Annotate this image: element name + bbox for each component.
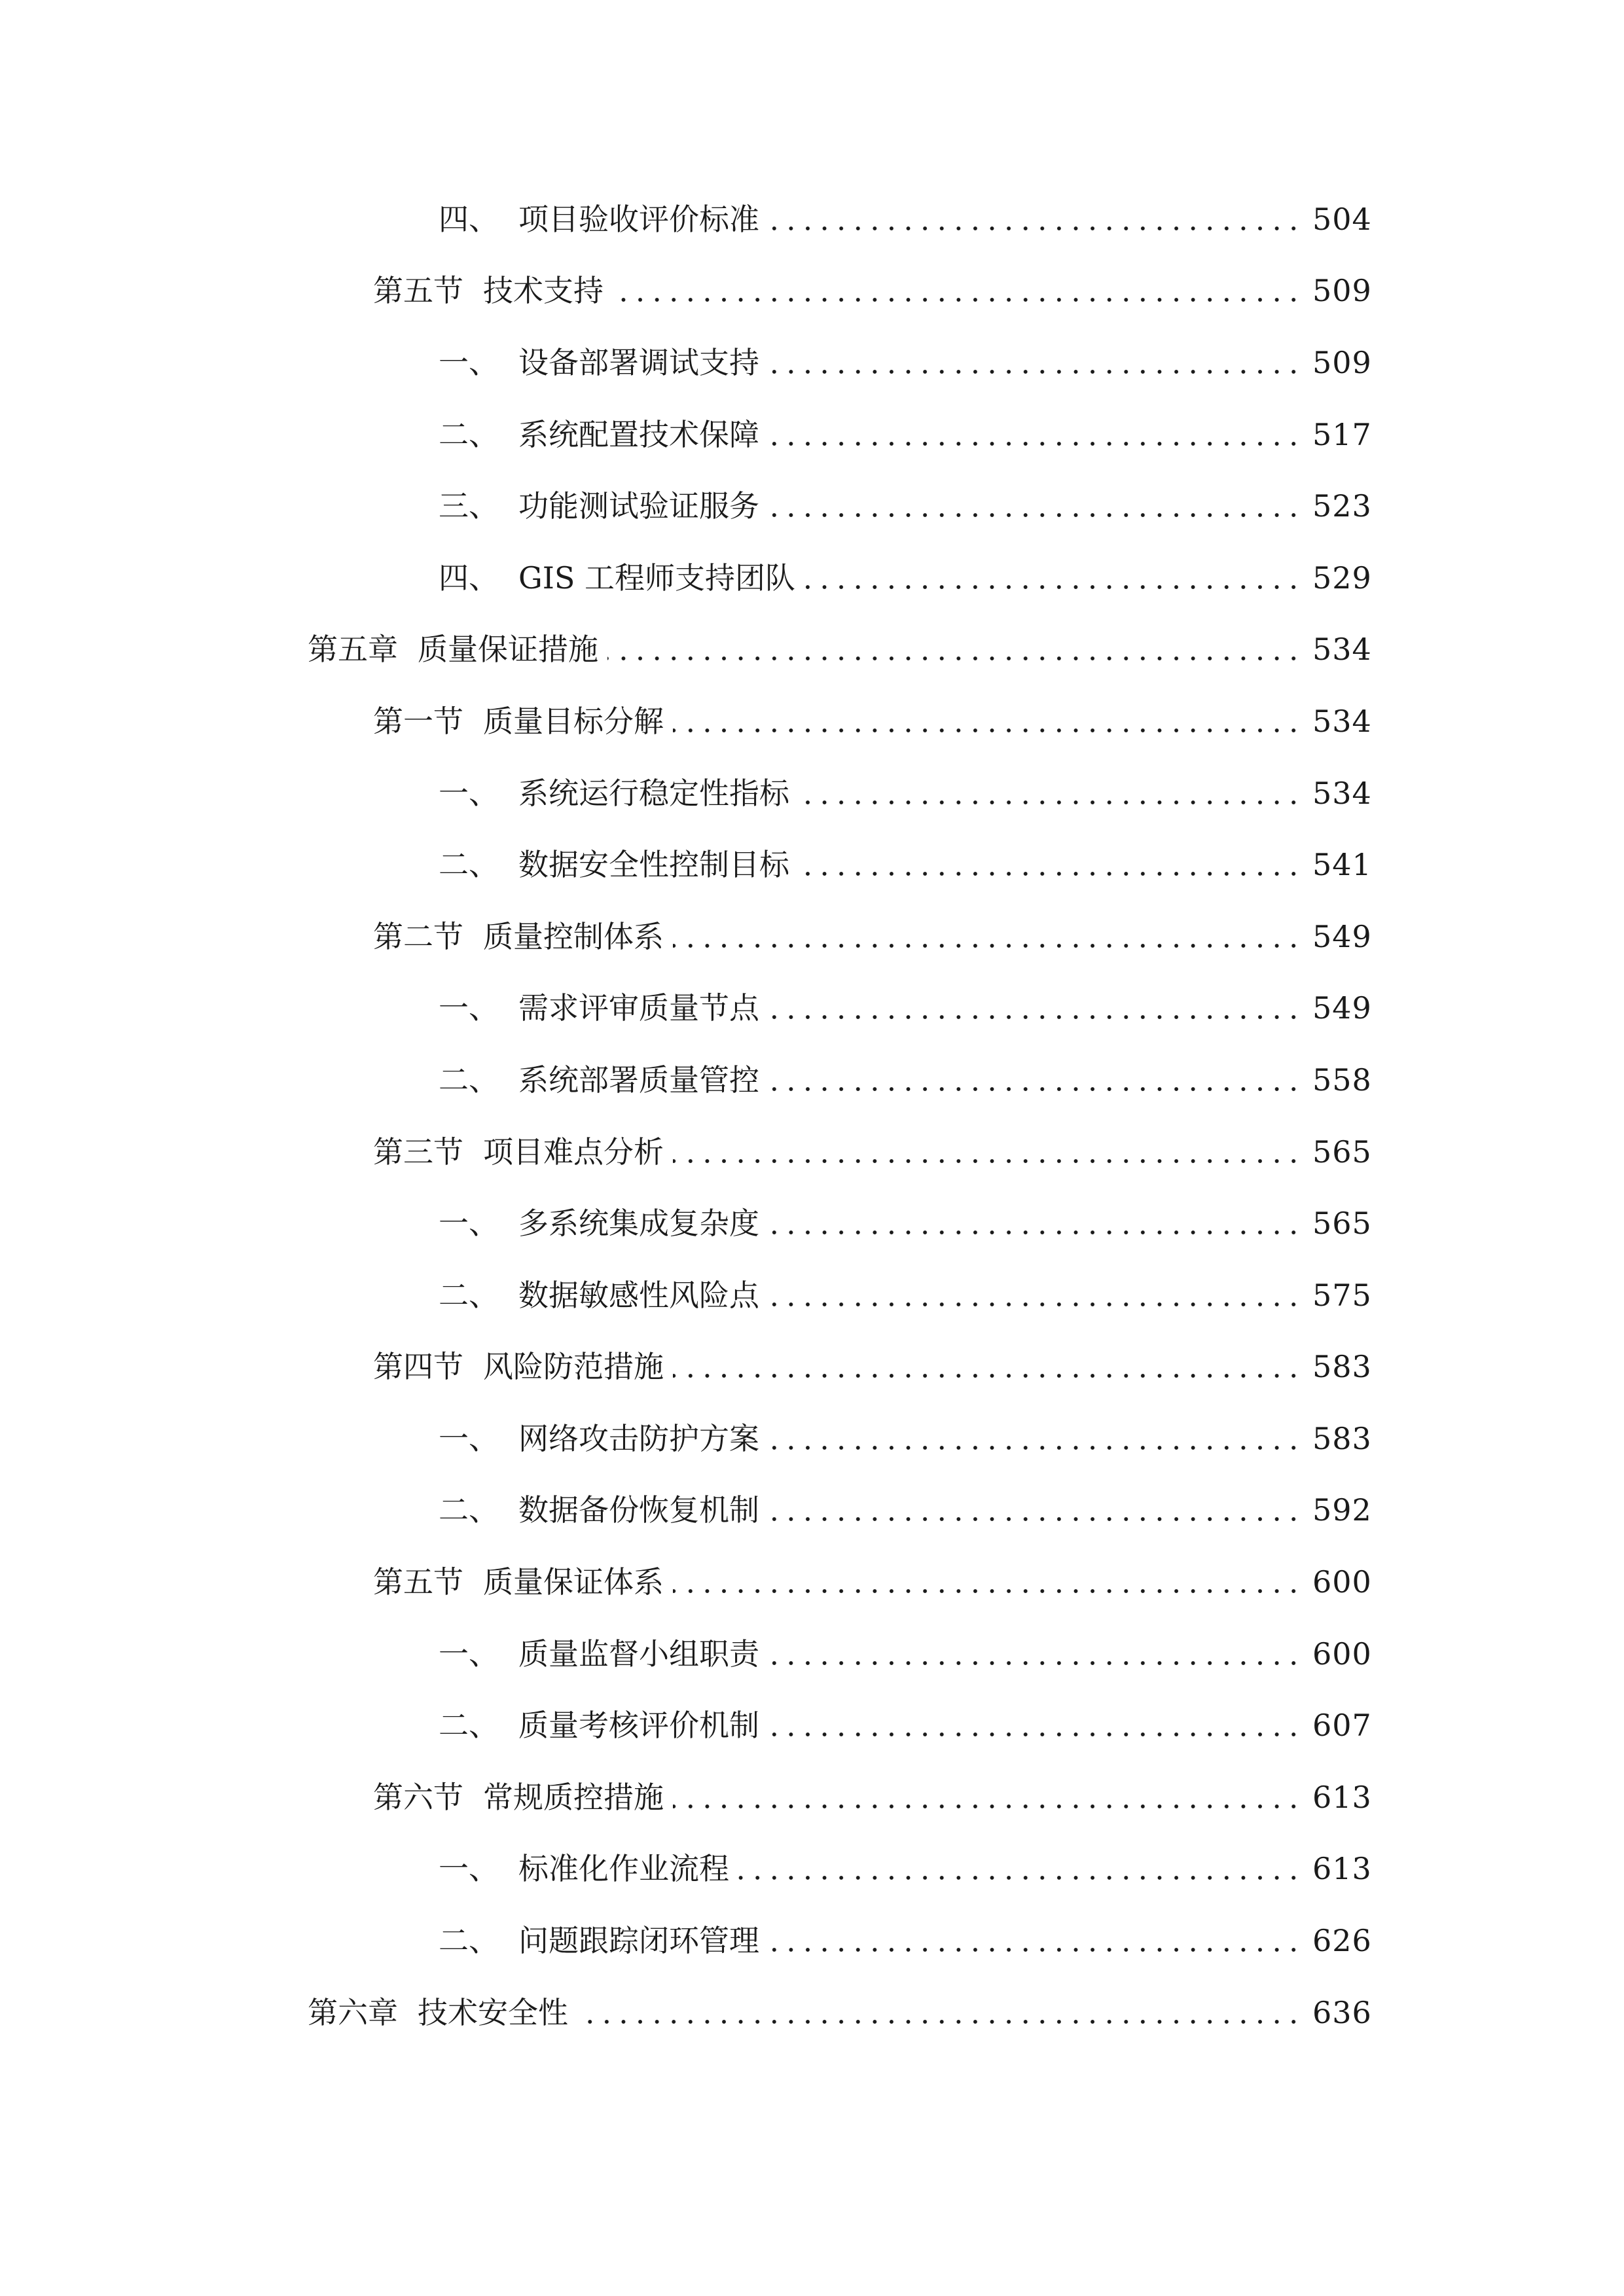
toc-entry-number: 第二节 xyxy=(373,918,463,954)
toc-dot-leader xyxy=(768,1301,1302,1308)
toc-entry-title: 技术安全性 xyxy=(418,1994,568,2030)
toc-subsection-entry[interactable] xyxy=(0,1689,1624,1761)
toc-entry-title: 网络攻击防护方案 xyxy=(518,1420,759,1456)
toc-subsection-entry[interactable] xyxy=(0,1403,1624,1475)
table-of-contents xyxy=(0,183,1624,2048)
toc-section-entry[interactable] xyxy=(0,685,1624,757)
toc-page-number: 600 xyxy=(1312,1564,1372,1600)
toc-entry-title: 设备部署调试支持 xyxy=(518,344,759,380)
toc-entry-title: 数据敏感性风险点 xyxy=(518,1277,759,1313)
toc-entry-number: 一、 xyxy=(439,1206,499,1242)
toc-entry-title: 质量保证体系 xyxy=(483,1564,664,1600)
toc-entry-title: 功能测试验证服务 xyxy=(518,488,759,524)
toc-entry-title: 质量考核评价机制 xyxy=(518,1708,759,1744)
toc-entry-number: 一、 xyxy=(439,1420,499,1456)
toc-entry-title: 问题跟踪闭环管理 xyxy=(518,1923,759,1959)
toc-page-number: 549 xyxy=(1312,990,1372,1026)
toc-entry-number: 第五节 xyxy=(373,273,463,309)
toc-entry-title: 技术支持 xyxy=(483,273,604,309)
toc-entry-title: 数据安全性控制目标 xyxy=(518,847,789,883)
toc-entry-number: 四、 xyxy=(439,560,499,596)
toc-page-number: 517 xyxy=(1312,416,1372,452)
toc-chapter-entry[interactable] xyxy=(0,1977,1624,2049)
toc-page-number: 534 xyxy=(1312,703,1372,739)
toc-entry-title: 常规质控措施 xyxy=(483,1779,664,1815)
toc-dot-leader xyxy=(799,799,1302,806)
toc-page-number: 534 xyxy=(1312,775,1372,811)
toc-entry-title: 系统配置技术保障 xyxy=(518,416,759,452)
toc-dot-leader xyxy=(673,1372,1302,1379)
toc-dot-leader xyxy=(768,440,1302,447)
toc-page-number: 549 xyxy=(1312,918,1372,954)
toc-subsection-entry[interactable] xyxy=(0,757,1624,829)
toc-subsection-entry[interactable] xyxy=(0,1618,1624,1690)
toc-entry-number: 三、 xyxy=(439,488,499,524)
toc-section-entry[interactable] xyxy=(0,1116,1624,1188)
toc-page-number: 583 xyxy=(1312,1349,1372,1385)
toc-page-number: 592 xyxy=(1312,1492,1372,1528)
toc-dot-leader xyxy=(673,1158,1302,1164)
toc-subsection-entry[interactable] xyxy=(0,470,1624,542)
toc-dot-leader xyxy=(768,368,1302,375)
toc-entry-title: 质量保证措施 xyxy=(418,632,598,668)
toc-dot-leader xyxy=(768,1516,1302,1522)
toc-entry-number: 第五章 xyxy=(308,632,398,668)
toc-subsection-entry[interactable] xyxy=(0,399,1624,471)
toc-page-number: 509 xyxy=(1312,273,1372,309)
toc-page-number: 523 xyxy=(1312,488,1372,524)
toc-subsection-entry[interactable] xyxy=(0,1187,1624,1259)
toc-dot-leader xyxy=(768,512,1302,518)
toc-page-number: 565 xyxy=(1312,1134,1372,1170)
toc-page-number: 541 xyxy=(1312,847,1372,883)
toc-page-number: 534 xyxy=(1312,632,1372,668)
toc-page-number: 504 xyxy=(1312,201,1372,237)
toc-entry-number: 第六节 xyxy=(373,1779,463,1815)
toc-dot-leader xyxy=(607,655,1302,662)
toc-subsection-entry[interactable] xyxy=(0,183,1624,255)
toc-chapter-entry[interactable] xyxy=(0,614,1624,686)
toc-section-entry[interactable] xyxy=(0,901,1624,973)
toc-entry-title: 需求评审质量节点 xyxy=(518,990,759,1026)
toc-page-number: 509 xyxy=(1312,344,1372,380)
toc-page-number: 600 xyxy=(1312,1636,1372,1672)
toc-entry-number: 二、 xyxy=(439,1923,499,1959)
toc-subsection-entry[interactable] xyxy=(0,1475,1624,1547)
toc-entry-number: 一、 xyxy=(439,1636,499,1672)
toc-dot-leader xyxy=(613,296,1302,303)
toc-dot-leader xyxy=(673,1588,1302,1594)
toc-page-number: 575 xyxy=(1312,1277,1372,1313)
toc-dot-leader xyxy=(768,225,1302,232)
toc-entry-number: 第六章 xyxy=(308,1994,398,2030)
toc-entry-title: 标准化作业流程 xyxy=(518,1851,729,1887)
toc-section-entry[interactable] xyxy=(0,1331,1624,1403)
toc-entry-title: 系统部署质量管控 xyxy=(518,1062,759,1098)
toc-entry-number: 一、 xyxy=(439,775,499,811)
toc-entry-title: 质量控制体系 xyxy=(483,918,664,954)
toc-entry-number: 二、 xyxy=(439,847,499,883)
toc-subsection-entry[interactable] xyxy=(0,1833,1624,1905)
toc-dot-leader xyxy=(768,1014,1302,1020)
toc-page-number: 583 xyxy=(1312,1420,1372,1456)
toc-entry-number: 四、 xyxy=(439,201,499,237)
toc-subsection-entry[interactable] xyxy=(0,1905,1624,1977)
toc-dot-leader xyxy=(673,1803,1302,1810)
toc-subsection-entry[interactable] xyxy=(0,542,1624,614)
toc-section-entry[interactable] xyxy=(0,1546,1624,1618)
toc-subsection-entry[interactable] xyxy=(0,1044,1624,1116)
toc-entry-number: 二、 xyxy=(439,1277,499,1313)
toc-entry-title: 系统运行稳定性指标 xyxy=(518,775,789,811)
toc-dot-leader xyxy=(738,1874,1302,1881)
toc-entry-title: 项目难点分析 xyxy=(483,1134,664,1170)
toc-entry-number: 一、 xyxy=(439,344,499,380)
toc-dot-leader xyxy=(673,942,1302,949)
toc-entry-title: 风险防范措施 xyxy=(483,1349,664,1385)
toc-page-number: 613 xyxy=(1312,1779,1372,1815)
toc-page-number: 607 xyxy=(1312,1708,1372,1744)
toc-page-number: 565 xyxy=(1312,1206,1372,1242)
toc-dot-leader xyxy=(768,1444,1302,1451)
toc-dot-leader xyxy=(768,1086,1302,1092)
toc-subsection-entry[interactable] xyxy=(0,829,1624,901)
toc-entry-number: 第一节 xyxy=(373,703,463,739)
toc-entry-title: 质量目标分解 xyxy=(483,703,664,739)
toc-page-number: 636 xyxy=(1312,1994,1372,2030)
toc-page-number: 558 xyxy=(1312,1062,1372,1098)
toc-entry-number: 第四节 xyxy=(373,1349,463,1385)
toc-dot-leader xyxy=(768,1660,1302,1666)
toc-entry-number: 二、 xyxy=(439,1708,499,1744)
toc-entry-number: 一、 xyxy=(439,990,499,1026)
toc-entry-number: 第三节 xyxy=(373,1134,463,1170)
toc-page-number: 529 xyxy=(1312,560,1372,596)
toc-entry-title: GIS 工程师支持团队 xyxy=(518,560,796,596)
toc-dot-leader xyxy=(673,727,1302,734)
toc-dot-leader xyxy=(577,2018,1302,2025)
toc-entry-number: 第五节 xyxy=(373,1564,463,1600)
toc-entry-number: 二、 xyxy=(439,1492,499,1528)
toc-dot-leader xyxy=(799,870,1302,877)
toc-entry-number: 二、 xyxy=(439,1062,499,1098)
toc-dot-leader xyxy=(768,1229,1302,1236)
toc-entry-title: 质量监督小组职责 xyxy=(518,1636,759,1672)
toc-subsection-entry[interactable] xyxy=(0,327,1624,399)
toc-entry-title: 多系统集成复杂度 xyxy=(518,1206,759,1242)
toc-dot-leader xyxy=(768,1731,1302,1738)
toc-section-entry[interactable] xyxy=(0,255,1624,327)
toc-subsection-entry[interactable] xyxy=(0,1259,1624,1331)
toc-subsection-entry[interactable] xyxy=(0,973,1624,1045)
toc-entry-title: 项目验收评价标准 xyxy=(518,201,759,237)
toc-dot-leader xyxy=(804,584,1302,590)
toc-entry-number: 二、 xyxy=(439,416,499,452)
toc-page-number: 613 xyxy=(1312,1851,1372,1887)
toc-dot-leader xyxy=(768,1946,1302,1953)
toc-page-number: 626 xyxy=(1312,1923,1372,1959)
toc-section-entry[interactable] xyxy=(0,1761,1624,1833)
toc-entry-title: 数据备份恢复机制 xyxy=(518,1492,759,1528)
toc-entry-number: 一、 xyxy=(439,1851,499,1887)
